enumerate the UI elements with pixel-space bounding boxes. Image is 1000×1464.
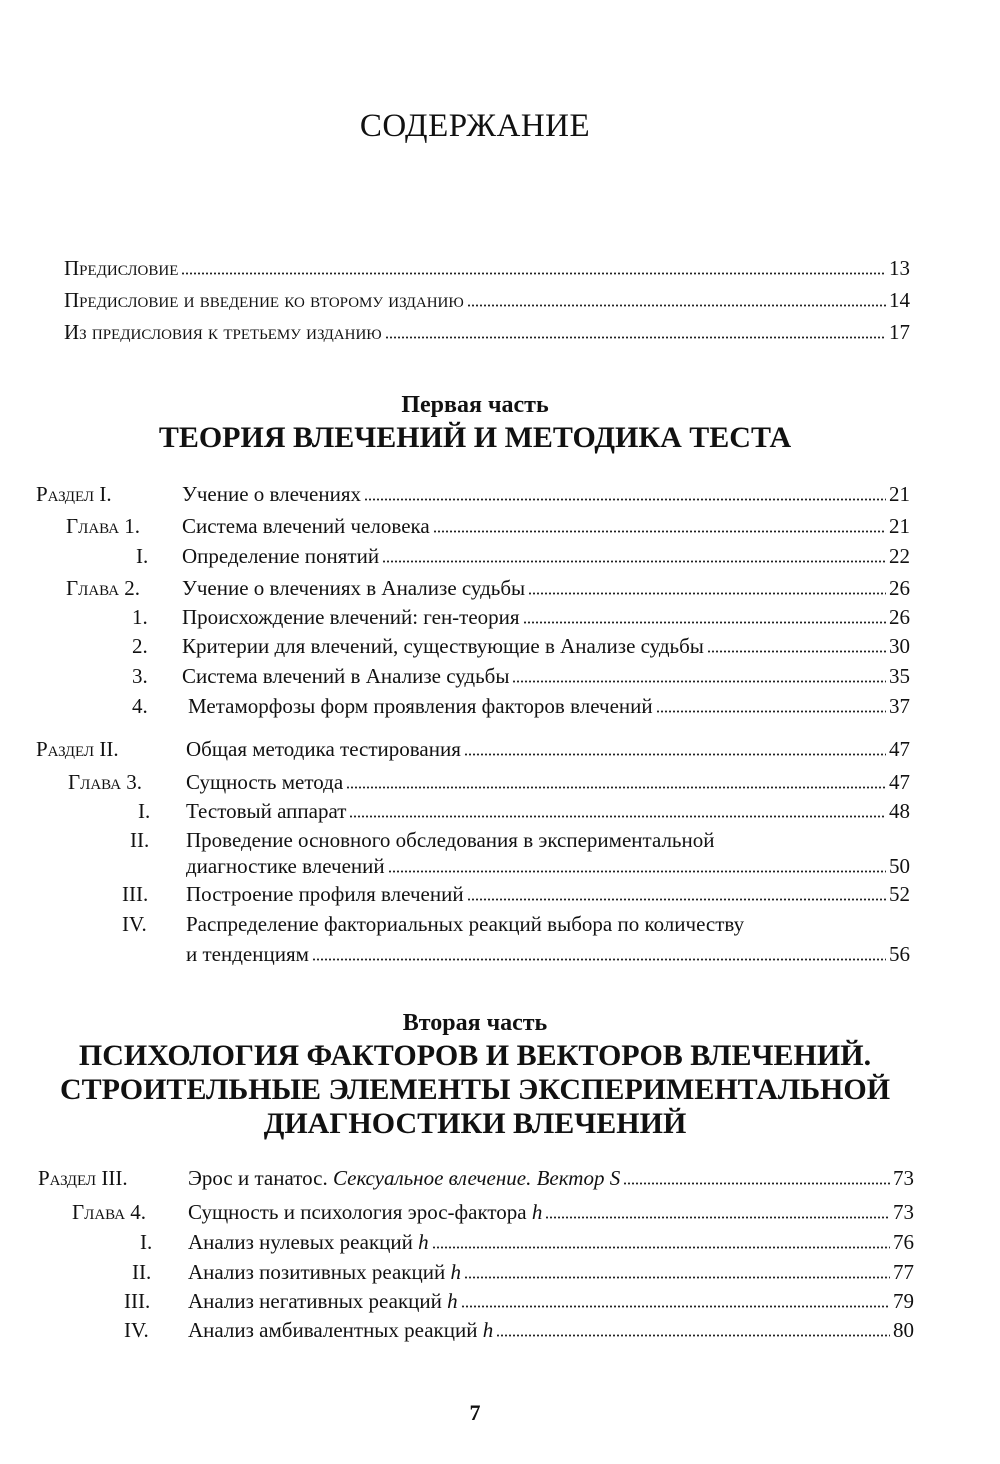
entry-text: Анализ нулевых реакций: [188, 1230, 419, 1254]
preface-entry: [64, 288, 910, 316]
toc-entry: [0, 770, 910, 798]
entry-text: Сущность и психология эрос-фактора: [188, 1200, 532, 1224]
leader-dots: [528, 592, 886, 595]
leader-dots: [388, 870, 886, 873]
entry-label: III.: [124, 1289, 151, 1313]
leader-dots: [512, 680, 886, 683]
part2-title-line: ДИАГНОСТИКИ ВЛЕЧЕНИЙ: [263, 1107, 687, 1140]
entry-label: Глава 4.: [72, 1200, 147, 1224]
leader-dots: [707, 650, 886, 653]
entry-text: Метаморфозы форм проявления факторов влечений: [188, 694, 653, 718]
leader-dots: [523, 621, 886, 624]
entry-page: 73: [893, 1166, 914, 1190]
leader-dots: [432, 1246, 890, 1249]
toc-entry: [0, 1260, 914, 1288]
entry-page: 21: [889, 482, 910, 506]
part2-title-line: СТРОИТЕЛЬНЫЕ ЭЛЕМЕНТЫ ЭКСПЕРИМЕНТАЛЬНОЙ: [59, 1073, 891, 1106]
entry-page: 77: [893, 1260, 914, 1284]
toc-title: СОДЕРЖАНИЕ: [359, 108, 591, 144]
leader-dots: [433, 530, 886, 533]
entry-text-italic: Сексуальное влечение. Вектор S: [332, 1166, 621, 1190]
entry-text: Проведение основного обследования в экспериментальной: [186, 828, 715, 852]
entry-label: 2.: [132, 634, 148, 658]
entry-page: 52: [889, 882, 910, 906]
entry-text: Сущность метода: [186, 770, 344, 794]
toc-entry: [0, 737, 910, 765]
entry-page: 17: [889, 320, 910, 344]
entry-page: 80: [893, 1318, 914, 1342]
leader-dots: [312, 958, 886, 961]
entry-page: 79: [893, 1289, 914, 1313]
leader-dots: [364, 498, 886, 501]
toc-entry: [0, 1166, 914, 1194]
entry-text: Учение о влечениях в Анализе судьбы: [182, 576, 526, 600]
preface-entry: [64, 320, 910, 348]
entry-label: 3.: [132, 664, 148, 688]
part1-label: Первая часть: [401, 392, 549, 418]
entry-text-italic: h: [482, 1318, 494, 1342]
entry-text: Происхождение влечений: ген-теория: [182, 605, 520, 629]
entry-text: Предисловие и введение ко второму изданию: [64, 288, 464, 312]
leader-dots: [496, 1334, 890, 1337]
entry-text: Предисловие: [64, 256, 179, 280]
entry-label: 4.: [132, 694, 148, 718]
toc-entry: [0, 605, 910, 633]
entry-text-italic: h: [531, 1200, 543, 1224]
leader-dots: [181, 272, 886, 275]
toc-entry: [0, 544, 910, 572]
entry-page: 76: [893, 1230, 914, 1254]
entry-text-italic: h: [447, 1289, 458, 1313]
entry-label: Раздел I.: [36, 482, 112, 506]
entry-label: Глава 3.: [68, 770, 143, 794]
entry-text: Из предисловия к третьему изданию: [64, 320, 382, 344]
entry-page: 50: [889, 854, 910, 878]
entry-text-continued: и тенденциям: [186, 942, 309, 966]
entry-page: 13: [889, 256, 910, 280]
leader-dots: [464, 1276, 890, 1279]
leader-dots: [349, 815, 886, 818]
entry-label: IV.: [124, 1318, 149, 1342]
entry-page: 14: [889, 288, 910, 312]
entry-page: 73: [893, 1200, 914, 1224]
entry-label: Раздел III.: [38, 1166, 128, 1190]
toc-entry: [0, 514, 910, 542]
entry-text: Система влечений в Анализе судьбы: [182, 664, 510, 688]
entry-label: I.: [140, 1230, 153, 1254]
entry-label: I.: [136, 544, 149, 568]
entry-text: Анализ позитивных реакций: [188, 1260, 451, 1284]
leader-dots: [382, 560, 886, 563]
entry-text: Общая методика тестирования: [186, 737, 461, 761]
toc-entry: [0, 1200, 914, 1228]
toc-entry: [0, 799, 910, 827]
entry-text: Учение о влечениях: [182, 482, 361, 506]
toc-entry: [0, 1318, 914, 1346]
toc-entry: [0, 482, 910, 510]
entry-text-italic: h: [450, 1260, 461, 1284]
entry-label: III.: [122, 882, 149, 906]
entry-label: 1.: [132, 605, 148, 629]
toc-entry: [0, 1230, 914, 1258]
leader-dots: [467, 304, 886, 307]
entry-page: 22: [889, 544, 910, 568]
toc-entry: [0, 634, 910, 662]
toc-entry: [0, 912, 910, 970]
leader-dots: [623, 1182, 890, 1185]
entry-label: IV.: [122, 912, 147, 936]
entry-page: 26: [889, 605, 910, 629]
entry-text: Тестовый аппарат: [186, 799, 347, 823]
entry-page: 26: [889, 576, 910, 600]
toc-entry: [0, 576, 910, 604]
entry-text-italic: h: [418, 1230, 429, 1254]
entry-label: Глава 1.: [66, 514, 141, 538]
entry-page: 56: [889, 942, 910, 966]
entry-page: 30: [889, 634, 910, 658]
entry-page: 48: [889, 799, 910, 823]
leader-dots: [464, 753, 886, 756]
entry-page: 35: [889, 664, 910, 688]
entry-text: Построение профиля влечений: [186, 882, 464, 906]
entry-text: Система влечений человека: [182, 514, 430, 538]
entry-page: 37: [889, 694, 910, 718]
entry-text: Эрос и танатос.: [188, 1166, 333, 1190]
entry-text: Анализ амбивалентных реакций: [188, 1318, 483, 1342]
entry-page: 21: [889, 514, 910, 538]
toc-entry: [0, 882, 910, 910]
leader-dots: [385, 336, 886, 339]
entry-text: Критерии для влечений, существующие в Анализе судьбы: [182, 634, 704, 658]
toc-entry: [0, 664, 910, 692]
leader-dots: [656, 710, 886, 713]
entry-text: Определение понятий: [182, 544, 380, 568]
entry-text-continued: диагностике влечений: [186, 854, 385, 878]
entry-text: Анализ негативных реакций: [188, 1289, 448, 1313]
entry-text: Распределение факториальных реакций выбора по количеству: [186, 912, 745, 936]
entry-label: I.: [138, 799, 151, 823]
entry-label: II.: [132, 1260, 152, 1284]
toc-entry: [0, 694, 910, 722]
entry-page: 47: [889, 737, 910, 761]
part2-title-line: ПСИХОЛОГИЯ ФАКТОРОВ И ВЕКТОРОВ ВЛЕЧЕНИЙ.: [78, 1039, 872, 1072]
entry-label: Глава 2.: [66, 576, 141, 600]
toc-entry: [0, 828, 910, 886]
part2-label: Вторая часть: [402, 1010, 548, 1036]
entry-page: 47: [889, 770, 910, 794]
part1-title: ТЕОРИЯ ВЛЕЧЕНИЙ И МЕТОДИКА ТЕСТА: [158, 421, 792, 454]
leader-dots: [346, 786, 886, 789]
leader-dots: [467, 898, 886, 901]
entry-label: II.: [130, 828, 150, 852]
leader-dots: [545, 1216, 890, 1219]
page-number: 7: [469, 1400, 481, 1425]
entry-label: Раздел II.: [36, 737, 119, 761]
leader-dots: [461, 1305, 890, 1308]
toc-entry: [0, 1289, 914, 1317]
preface-entry: [64, 256, 910, 284]
